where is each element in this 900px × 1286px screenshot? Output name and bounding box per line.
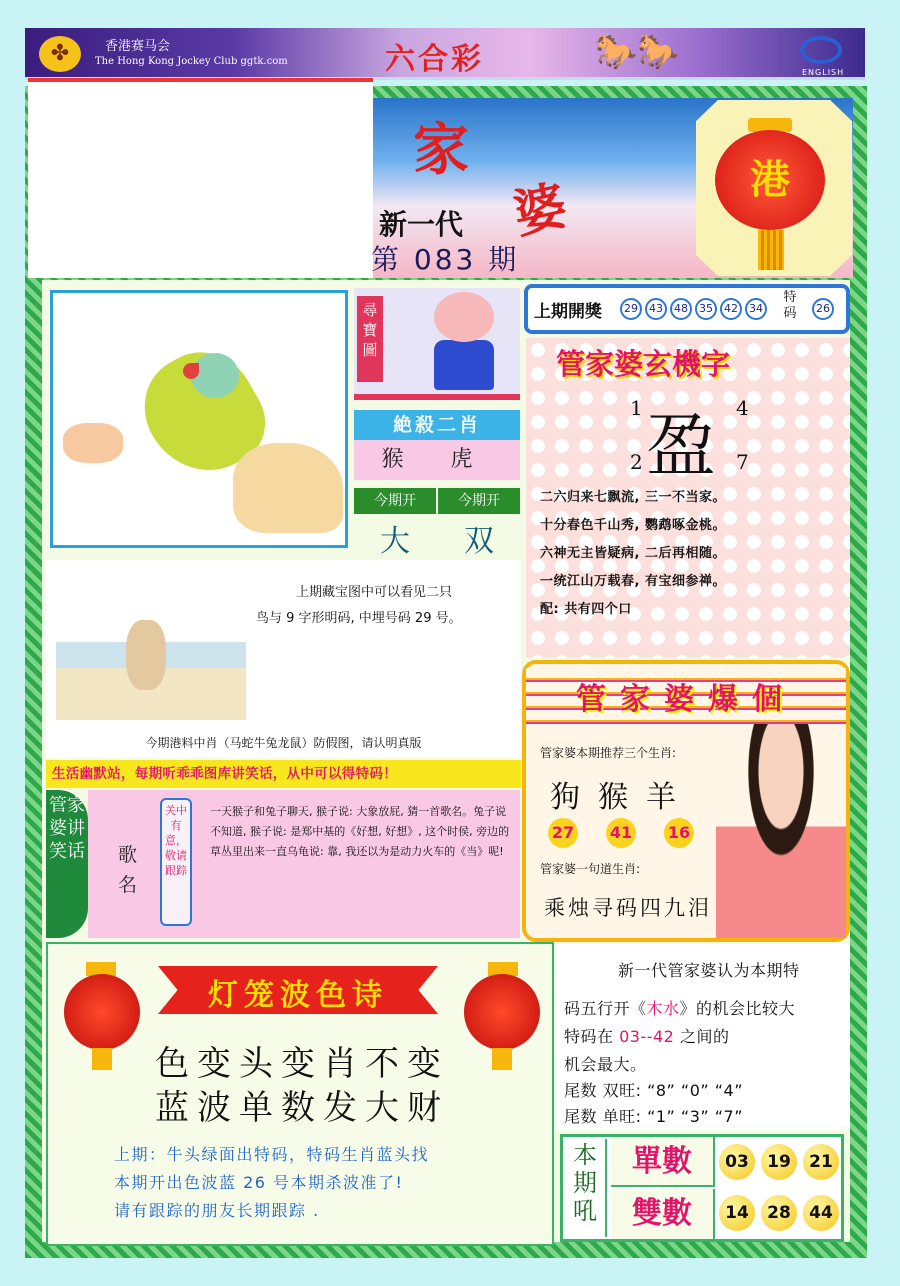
draw-ball: 48 xyxy=(670,298,692,320)
joke-text: 一天猴子和兔子聊天, 猴子说: 大象放屁, 猜一首歌名。兔子说不知道, 猴子说: 是郑中基的《好想, 好想》, 这个时侯, 旁边的草丛里出来一直乌龟说: 靠, 我还以为是动力火车的《当》呢! xyxy=(210,805,510,858)
girl-portrait xyxy=(716,724,846,938)
this-issue-value-1: 大 xyxy=(380,524,410,559)
rock-shape xyxy=(233,443,343,533)
recommend-label: 管家婆本期推荐三个生肖: xyxy=(540,746,677,760)
poem-note-2: 本期开出色波蓝 26 号本期杀波准了! xyxy=(114,1173,404,1192)
banner-char-1: 家 xyxy=(413,117,469,183)
mystery-number: 2 xyxy=(630,450,643,474)
lottery-title: 六合彩 xyxy=(385,42,484,77)
even-number: 44 xyxy=(803,1195,839,1231)
special-forecast-panel xyxy=(556,944,850,1130)
odd-number: 19 xyxy=(761,1144,797,1180)
english-link[interactable]: ENGLISH xyxy=(802,68,845,77)
lantern-poem-panel xyxy=(46,942,554,1246)
recommended-number: 16 xyxy=(664,818,694,848)
horse-figure-icon xyxy=(126,620,166,690)
hot-pick-title: 管家婆爆個 xyxy=(576,682,796,717)
parrot-head-icon xyxy=(191,353,239,398)
odd-even-panel xyxy=(560,1134,844,1242)
lantern-icon: 港 xyxy=(715,130,825,230)
this-issue-label-2: 今期开 xyxy=(438,488,520,514)
pig-mascot-icon xyxy=(434,292,494,342)
blank-panel xyxy=(28,78,373,278)
recommended-number: 27 xyxy=(548,818,578,848)
special-ball: 26 xyxy=(812,298,834,320)
poem-note-1: 上期：牛头绿面出特码，特码生肖蓝头找 xyxy=(114,1145,430,1164)
poem-line-2: 蓝波单数发大财 xyxy=(155,1088,449,1128)
poem-line: 一统江山万载春, 有宝细参禅。 xyxy=(540,574,726,589)
treasure-note-panel xyxy=(46,560,521,758)
special-label: 特码 xyxy=(783,290,797,321)
org-name-en: The Hong Kong Jockey Club ggtk.com xyxy=(95,56,288,67)
even-number: 14 xyxy=(719,1195,755,1231)
poem-note-3: 请有跟踪的朋友长期跟踪 . xyxy=(114,1201,320,1220)
lantern-tassel-icon xyxy=(758,230,784,270)
issue-number: 第 083 期 xyxy=(371,243,520,276)
treasure-map-label: 尋寶圖 xyxy=(357,296,383,382)
draw-ball: 29 xyxy=(620,298,642,320)
parrot-illustration xyxy=(50,290,348,548)
poem-line: 十分春色千山秀, 鹦鹉啄金桃。 xyxy=(540,518,726,533)
treasure-map-panel xyxy=(354,288,520,400)
this-issue-label-1: 今期开 xyxy=(354,488,436,514)
racehorse-icon: 🐎🐎 xyxy=(595,32,680,72)
mystery-character: 盈 xyxy=(646,405,716,487)
rock-shape xyxy=(63,423,123,463)
draw-ball: 42 xyxy=(720,298,742,320)
draw-ball: 43 xyxy=(645,298,667,320)
marksix-logo-icon[interactable] xyxy=(800,36,842,64)
treasure-note-line-1: 上期藏宝图中可以看见二只 xyxy=(296,585,453,600)
poem-line: 六神无主皆疑病, 二后再相随。 xyxy=(540,546,726,561)
poem-line: 配: 共有四个口 xyxy=(540,602,632,617)
poem-line: 二六归来七飘流, 三一不当家。 xyxy=(540,490,726,505)
song-label: 歌名 xyxy=(118,844,138,896)
last-draw-label: 上期開獎 xyxy=(534,302,602,322)
hot-pick-panel xyxy=(522,660,850,942)
draw-ball: 34 xyxy=(745,298,767,320)
kill-zodiac-title: 絶殺二肖 xyxy=(354,410,520,440)
treasure-note-caption: 今期港料中肖（马蛇牛兔龙鼠）防假图，请认明真版 xyxy=(145,736,422,750)
even-label: 雙數 xyxy=(611,1189,715,1239)
recommended-number: 41 xyxy=(606,818,636,848)
joke-side-label: 管家婆讲笑话 xyxy=(46,790,88,938)
mystery-number: 4 xyxy=(736,396,749,420)
org-name-cn: 香港赛马会 xyxy=(105,39,171,54)
mystery-number: 1 xyxy=(630,396,643,420)
forecast-line: 新一代管家婆认为本期特 xyxy=(618,961,800,980)
parrot-beak-icon xyxy=(183,363,199,379)
recommended-zodiacs: 狗猴羊 xyxy=(550,780,694,815)
forecast-line: 特码在 03--42 之间的 xyxy=(564,1027,730,1046)
mystery-title: 管家婆玄機字 xyxy=(556,347,731,381)
joke-panel xyxy=(88,790,520,938)
one-line-zodiac: 乘烛寻码四九泪 xyxy=(544,896,712,920)
poem-line-1: 色变头变肖不变 xyxy=(155,1044,449,1084)
treasure-note-text xyxy=(256,580,516,632)
poem-title: 灯笼波色诗 xyxy=(208,978,388,1013)
treasure-note-line-2: 鸟与 9 字形明码, 中埋号码 29 号。 xyxy=(256,611,462,626)
divider xyxy=(354,394,520,400)
odd-number: 21 xyxy=(803,1144,839,1180)
header-bar xyxy=(25,28,865,80)
forecast-line: 尾数 双旺: “8” “0” “4” xyxy=(564,1081,744,1100)
benqi-label: 本期吼 xyxy=(565,1139,607,1237)
odd-number: 03 xyxy=(719,1144,755,1180)
mystery-character-panel xyxy=(526,338,850,658)
this-issue-value-2: 双 xyxy=(464,524,494,559)
last-draw-panel xyxy=(524,284,850,334)
joke-banner: 生活幽默站，每期听乖乖图库讲笑话，从中可以得特码！ xyxy=(46,760,521,788)
kill-zodiac-value: 猴 虎 xyxy=(354,440,520,480)
forecast-line: 尾数 单旺: “1” “3” “7” xyxy=(564,1107,744,1126)
pig-suit-icon xyxy=(434,340,494,390)
draw-ball: 35 xyxy=(695,298,717,320)
mystery-number: 7 xyxy=(736,450,749,474)
odd-label: 單數 xyxy=(611,1137,715,1187)
even-number: 28 xyxy=(761,1195,797,1231)
forecast-line: 机会最大。 xyxy=(564,1055,647,1074)
joke-tag: 关中有意，敬请跟踪 xyxy=(160,798,192,926)
one-line-label: 管家婆一句道生肖: xyxy=(540,862,641,876)
forecast-line: 码五行开《木水》的机会比较大 xyxy=(564,999,796,1018)
banner-char-2: 婆 xyxy=(508,175,572,246)
jockey-club-logo-icon[interactable]: ✤ xyxy=(39,36,81,72)
banner-subtitle: 新一代 xyxy=(379,208,464,241)
